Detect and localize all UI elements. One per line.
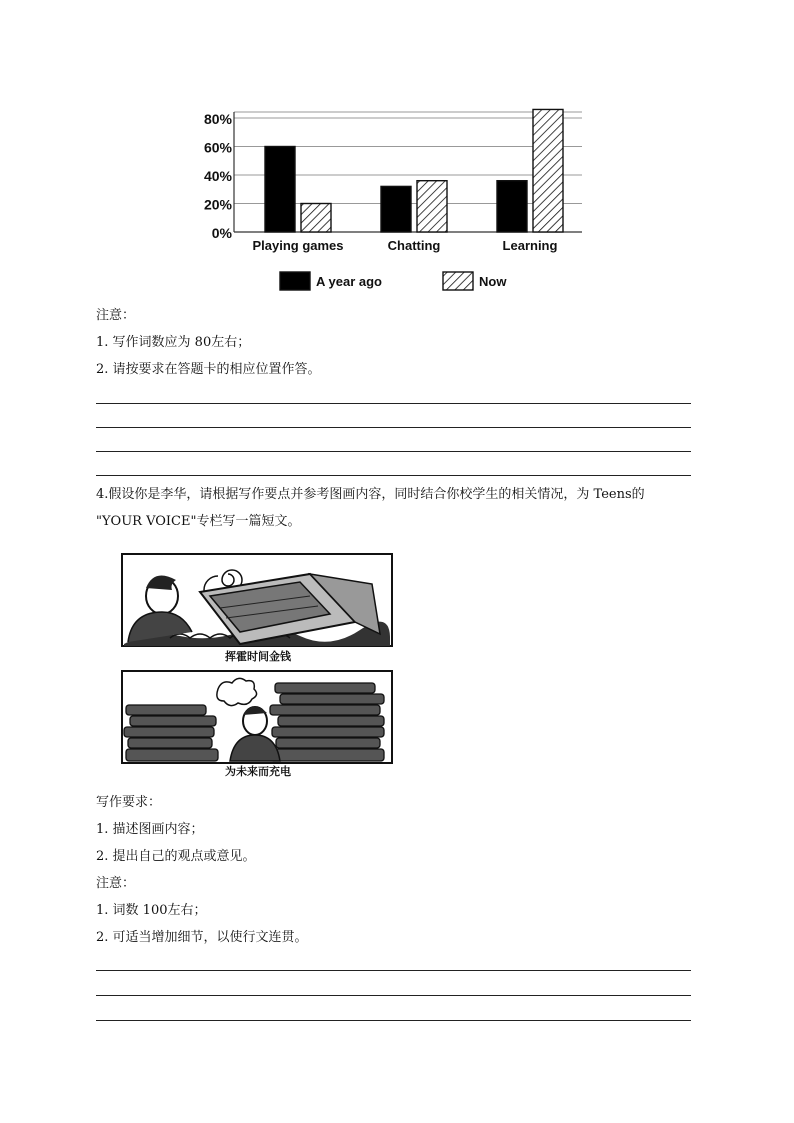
- bar-now: [301, 204, 331, 233]
- notes-title: 注意：: [96, 876, 136, 891]
- legend-swatch: [443, 272, 473, 290]
- y-tick-label: 20%: [203, 196, 232, 213]
- y-tick-label: 40%: [203, 168, 232, 184]
- notes-title: 注意：: [96, 308, 136, 323]
- requirement-item: 1. 描述图画内容；: [96, 822, 204, 837]
- note-item: 1. 词数 100左右；: [96, 903, 207, 918]
- cartoon-charging-future: [110, 669, 395, 779]
- y-tick-label: 80%: [203, 111, 232, 127]
- requirement-item: 2. 提出自己的观点或意见。: [96, 849, 256, 864]
- task4-prompt: 4.假设你是李华，请根据写作要点并参考图画内容，同时结合你校学生的相关情况，为 Teens的: [96, 487, 645, 502]
- cartoon-caption-bottom: 为未来而充电: [225, 765, 291, 778]
- answer-line: [96, 451, 691, 452]
- bar-a-year-ago: [381, 186, 411, 232]
- bar-a-year-ago: [265, 147, 295, 233]
- answer-line: [96, 403, 691, 404]
- y-tick-labels: [204, 111, 233, 241]
- note-item: 2. 请按要求在答题卡的相应位置作答。: [96, 362, 321, 377]
- chart-svg: [190, 96, 600, 296]
- bar-now: [533, 109, 563, 232]
- legend-swatch: [280, 272, 310, 290]
- chart-bars: [265, 109, 563, 232]
- legend-label: Now: [479, 274, 507, 289]
- chart-legend: [280, 272, 507, 290]
- x-category-label: Playing games: [252, 238, 344, 253]
- x-category-labels: [252, 238, 557, 253]
- answer-line: [96, 1020, 691, 1021]
- y-tick-label: 0%: [211, 225, 232, 241]
- bar-a-year-ago: [497, 181, 527, 232]
- x-category-label: Chatting: [387, 238, 441, 253]
- bar-now: [417, 181, 447, 232]
- cartoon-wasting-time: [110, 552, 395, 664]
- requirements-title: 写作要求：: [96, 795, 162, 810]
- y-tick-label: 60%: [203, 139, 232, 156]
- task4-prompt-cont: "YOUR VOICE"专栏写一篇短文。: [96, 514, 301, 529]
- note-item: 2. 可适当增加细节，以使行文连贯。: [96, 930, 308, 945]
- answer-line: [96, 995, 691, 996]
- legend-label: A year ago: [316, 274, 382, 289]
- x-category-label: Learning: [502, 238, 558, 253]
- answer-line: [96, 970, 691, 971]
- note-item: 1. 写作词数应为 80左右；: [96, 335, 251, 350]
- answer-line: [96, 427, 691, 428]
- cartoon-caption-top: 挥霍时间金钱: [225, 650, 291, 663]
- answer-line: [96, 475, 691, 476]
- bar-chart: [190, 96, 600, 296]
